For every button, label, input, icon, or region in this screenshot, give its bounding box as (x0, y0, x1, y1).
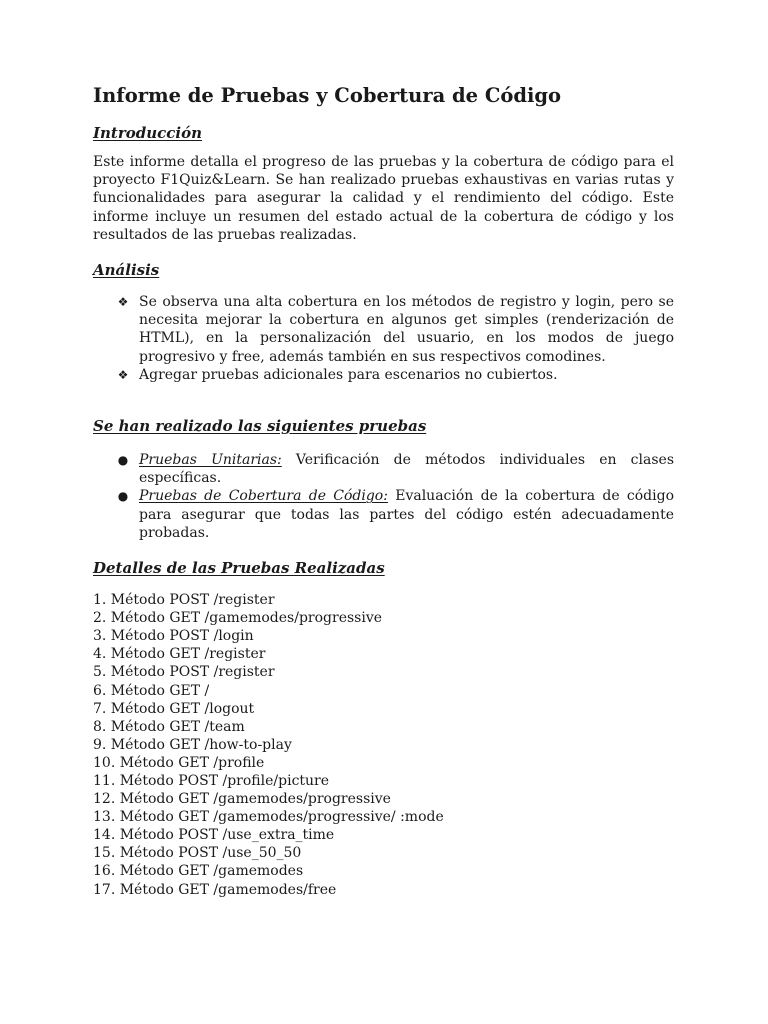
diamond-cluster-icon: ❖ (117, 295, 129, 310)
diamond-cluster-icon: ❖ (117, 367, 129, 382)
analysis-item (117, 366, 674, 384)
list-item: 15. Método POST /use_50_50 (93, 845, 302, 862)
list-item: 2. Método GET /gamemodes/progressive (93, 610, 383, 627)
tests-performed-item (117, 487, 674, 542)
analysis-heading: Análisis (93, 261, 160, 280)
list-item: 5. Método POST /register (93, 664, 275, 681)
list-item: 14. Método POST /use_extra_time (93, 827, 335, 844)
test-details-list (93, 591, 674, 899)
document-title: Informe de Pruebas y Cobertura de Código (93, 84, 562, 107)
list-item: 12. Método GET /gamemodes/progressive (93, 791, 391, 808)
analysis-item-text: Agregar pruebas adicionales para escenarios no cubiertos. (139, 366, 558, 383)
test-type-label: Pruebas de Cobertura de Código: (139, 488, 388, 505)
introduction-paragraph: Este informe detalla el progreso de las pruebas y la cobertura de código para el proyecto F1Quiz&Learn. Se han realizado pruebas exhaustivas en varias rutas y funcionalidades para asegurar la calidad y el rendimiento del código. Este informe incluye un resumen del estado actual de la cobertura de código y los resultados de las pruebas realizadas. (93, 154, 674, 243)
list-item: 6. Método GET / (93, 682, 210, 699)
analysis-item-text: Se observa una alta cobertura en los métodos de registro y login, pero se necesita mejorar la cobertura en algunos get simples (renderización de HTML), en la personalización del usuario, en los modos de juego progresivo y free, además también en sus respectivos comodines. (139, 294, 674, 365)
list-item: 1. Método POST /register (93, 592, 275, 609)
bullet-dot-icon: ● (117, 489, 129, 504)
list-item: 9. Método GET /how-to-play (93, 736, 292, 753)
list-item: 11. Método POST /profile/picture (93, 772, 330, 789)
tests-performed-item (117, 451, 674, 487)
list-item: 13. Método GET /gamemodes/progressive/ :mode (93, 809, 444, 826)
details-heading: Detalles de las Pruebas Realizadas (93, 559, 385, 578)
tests-performed-heading: Se han realizado las siguientes pruebas (93, 417, 427, 436)
list-item: 8. Método GET /team (93, 718, 245, 735)
list-item: 4. Método GET /register (93, 646, 266, 663)
test-type-description: Verificación de métodos individuales en clases específicas. (139, 452, 674, 487)
test-type-label: Pruebas Unitarias: (139, 452, 282, 469)
test-type-description: Evaluación de la cobertura de código para asegurar que todas las partes del código estén adecuadamente probadas. (139, 488, 674, 541)
introduction-heading: Introducción (93, 124, 203, 142)
list-item: 3. Método POST /login (93, 628, 254, 645)
list-item: 10. Método GET /profile (93, 754, 265, 771)
list-item: 7. Método GET /logout (93, 700, 255, 717)
list-item: 16. Método GET /gamemodes (93, 863, 304, 880)
analysis-item (117, 293, 674, 366)
list-item: 17. Método GET /gamemodes/free (93, 881, 337, 898)
analysis-list (93, 293, 674, 384)
tests-performed-list (93, 451, 674, 542)
bullet-dot-icon: ● (117, 453, 129, 468)
